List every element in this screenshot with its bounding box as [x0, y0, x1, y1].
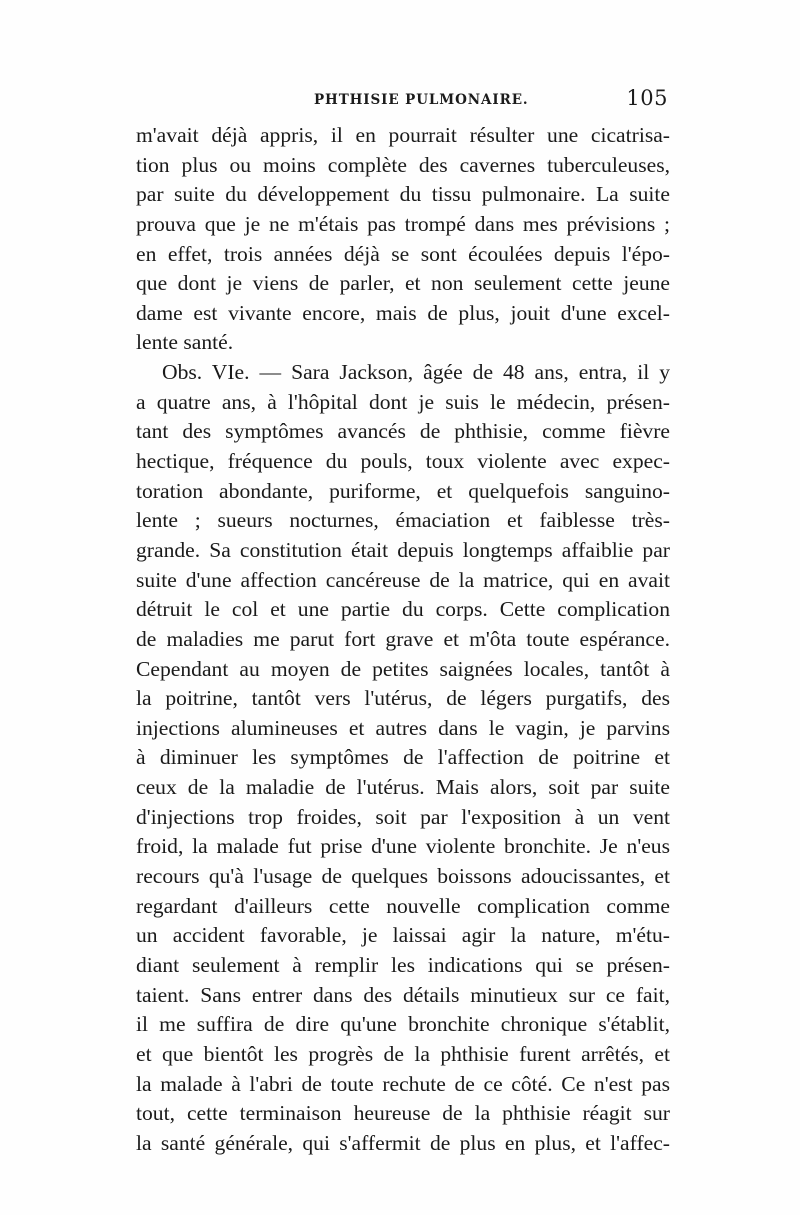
- text-line: lente santé.: [136, 330, 234, 355]
- text-line: grande. Sa constitution était depuis longtemps affaiblie par: [136, 537, 670, 562]
- text-line: froid, la malade fut prise d'une violente bronchite. Je n'eus: [136, 834, 670, 859]
- text-line: tout, cette terminaison heureuse de la phthisie réagit sur: [136, 1101, 670, 1126]
- text-line: tant des symptômes avancés de phthisie, comme fièvre: [136, 419, 670, 444]
- text-line: la poitrine, tantôt vers l'utérus, de légers purgatifs, des: [136, 686, 670, 711]
- text-line: injections alumineuses et autres dans le vagin, je parvins: [136, 715, 670, 740]
- text-line: et que bientôt les progrès de la phthisie furent arrêtés, et: [136, 1041, 670, 1066]
- text-line: suite d'une affection cancéreuse de la matrice, qui en avait: [136, 567, 670, 592]
- text-line: ceux de la maladie de l'utérus. Mais alors, soit par suite: [136, 775, 670, 800]
- text-line: la malade à l'abri de toute rechute de ce côté. Ce n'est pas: [136, 1071, 670, 1096]
- text-line: d'injections trop froides, soit par l'exposition à un vent: [136, 804, 670, 829]
- text-line: hectique, fréquence du pouls, toux violente avec expec-: [136, 449, 670, 474]
- page-number: 105: [626, 86, 668, 110]
- observation-heading-line: Obs. VIe. — Sara Jackson, âgée de 48 ans, entra, il y: [162, 360, 670, 385]
- text-line: Cependant au moyen de petites saignées locales, tantôt à: [136, 656, 670, 681]
- text-line: que dont je viens de parler, et non seulement cette jeune: [136, 271, 670, 296]
- text-line: par suite du développement du tissu pulmonaire. La suite: [136, 182, 670, 207]
- text-line: prouva que je ne m'étais pas trompé dans mes prévisions ;: [136, 211, 670, 236]
- text-line: a quatre ans, à l'hôpital dont je suis le médecin, présen-: [136, 389, 670, 414]
- text-line: toration abondante, puriforme, et quelquefois sanguino-: [136, 478, 670, 503]
- text-line: regardant d'ailleurs cette nouvelle complication comme: [136, 893, 670, 918]
- text-line: de maladies me parut fort grave et m'ôta toute espérance.: [136, 626, 670, 651]
- text-line: la santé générale, qui s'affermit de plus en plus, et l'affec-: [136, 1130, 670, 1155]
- text-line: taient. Sans entrer dans des détails minutieux sur ce fait,: [136, 982, 670, 1007]
- text-line: en effet, trois années déjà se sont écoulées depuis l'épo-: [136, 241, 670, 266]
- text-line: diant seulement à remplir les indications qui se présen-: [136, 952, 670, 977]
- text-line: détruit le col et une partie du corps. Cette complication: [136, 597, 670, 622]
- text-line: recours qu'à l'usage de quelques boissons adoucissantes, et: [136, 864, 670, 889]
- text-line: lente ; sueurs nocturnes, émaciation et faiblesse très-: [136, 508, 670, 533]
- running-title: PHTHISIE PULMONAIRE.: [314, 92, 529, 108]
- text-line: tion plus ou moins complète des cavernes tuberculeuses,: [136, 152, 670, 177]
- text-line: dame est vivante encore, mais de plus, jouit d'une excel-: [136, 300, 670, 325]
- text-line: il me suffira de dire qu'une bronchite chronique s'établit,: [136, 1012, 670, 1037]
- text-line: un accident favorable, je laissai agir la nature, m'étu-: [136, 923, 670, 948]
- text-line: à diminuer les symptômes de l'affection de poitrine et: [136, 745, 670, 770]
- running-head: [134, 86, 668, 120]
- text-line: m'avait déjà appris, il en pourrait résulter une cicatrisa-: [136, 123, 670, 147]
- body-text: [136, 121, 670, 1158]
